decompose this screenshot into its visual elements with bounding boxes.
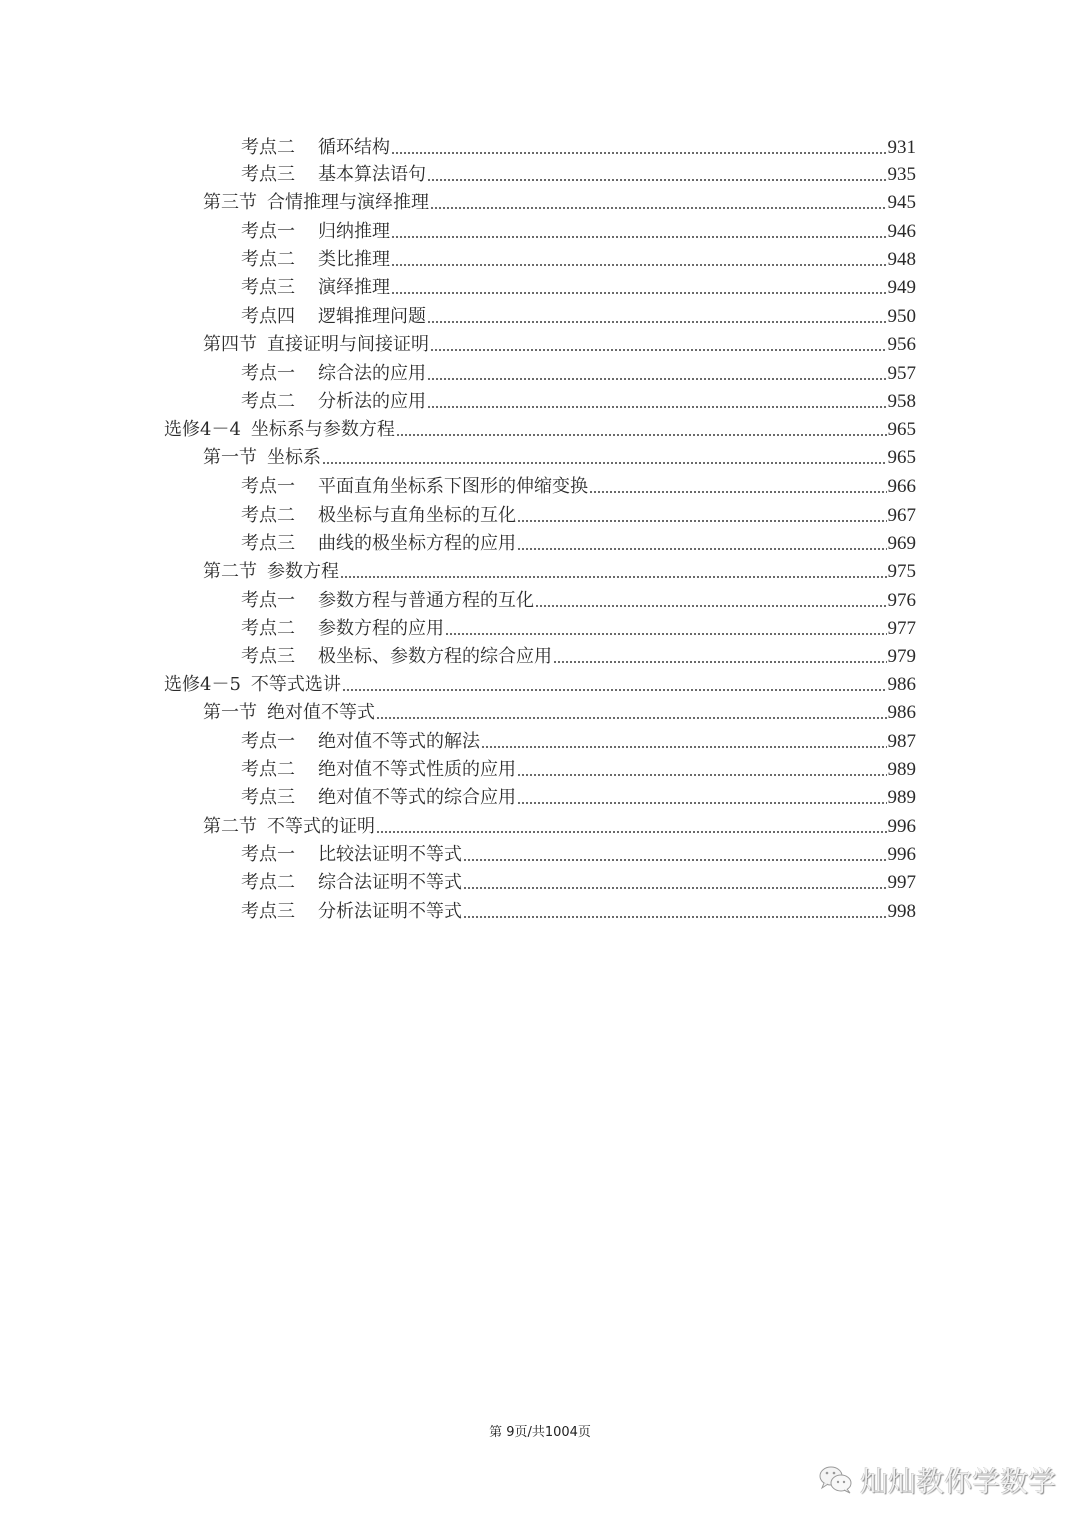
dot-leader [463,916,887,918]
watermark [818,1460,1056,1500]
toc-entry[interactable] [241,499,916,527]
toc-entry-page-number: 989 [887,787,916,808]
toc-entry[interactable] [241,725,916,753]
toc-entry-page-number: 997 [887,872,916,893]
toc-entry[interactable] [241,215,916,243]
toc-entry-prefix: 考点二 [241,872,295,893]
toc-entry-page-number: 986 [887,702,916,723]
toc-entry[interactable] [241,527,916,555]
toc-entry-title: 直接证明与间接证明 [267,334,429,355]
dot-leader [391,236,887,238]
toc-entry-title: 绝对值不等式性质的应用 [318,759,516,780]
toc-entry-label [241,277,390,299]
dot-leader [391,152,887,154]
toc-entry-label [241,363,426,385]
toc-entry-title: 逻辑推理问题 [318,306,426,327]
toc-entry-page-number: 996 [887,844,916,865]
toc-entry-title: 坐标系与参数方程 [250,419,395,440]
toc-entry[interactable] [241,612,916,640]
toc-entry-title: 参数方程与普通方程的互化 [318,590,534,611]
toc-entry[interactable] [241,470,916,498]
dot-leader [340,576,887,578]
toc-entry-label [164,419,395,441]
dot-leader [535,605,887,607]
toc-entry-prefix: 考点三 [241,533,295,554]
dot-leader [342,689,887,691]
dot-leader [517,520,887,522]
toc-entry-prefix: 选修4－5 [164,674,241,695]
toc-entry-page-number: 945 [887,192,916,213]
toc-entry-label [241,901,462,923]
toc-entry-label [241,533,516,555]
toc-entry-title: 合情推理与演绎推理 [267,192,429,213]
toc-entry-label [203,702,375,724]
toc-entry[interactable] [241,271,916,299]
dot-leader [376,831,887,833]
toc-entry-prefix: 考点一 [241,731,295,752]
dot-leader [589,491,887,493]
toc-entry-label [241,249,390,271]
toc-entry-label [241,137,390,159]
toc-entry-title: 平面直角坐标系下图形的伸缩变换 [318,476,588,497]
toc-entry[interactable] [241,640,916,668]
toc-entry-prefix: 考点三 [241,277,295,298]
toc-entry-page-number: 957 [887,363,916,384]
wechat-icon [818,1465,854,1495]
toc-entry[interactable] [241,781,916,809]
toc-entry-prefix: 考点一 [241,590,295,611]
toc-entry-page-number: 956 [887,334,916,355]
dot-leader [517,802,887,804]
toc-entry-page-number: 989 [887,759,916,780]
toc-entry-page-number: 935 [887,164,916,185]
dot-leader [391,264,887,266]
dot-leader [481,746,887,748]
toc-entry-label [203,561,339,583]
toc-entry-title: 极坐标、参数方程的综合应用 [318,646,552,667]
toc-entry-page-number: 949 [887,277,916,298]
toc-entry-title: 基本算法语句 [318,164,426,185]
toc-entry-title: 分析法的应用 [318,391,426,412]
toc-entry-page-number: 965 [887,419,916,440]
toc-entry-title: 演绎推理 [318,277,390,298]
toc-entry-prefix: 考点三 [241,901,295,922]
toc-entry-label [241,787,516,809]
toc-entry[interactable] [241,131,916,159]
toc-entry-page-number: 979 [887,646,916,667]
toc-entry-label [241,844,462,866]
toc-entry-title: 参数方程的应用 [318,618,444,639]
dot-leader [391,292,887,294]
toc-entry-title: 分析法证明不等式 [318,901,462,922]
toc-entry-label [241,618,444,640]
toc-entry-label [203,192,429,214]
toc-entry[interactable] [164,668,916,696]
toc-entry-prefix: 第二节 [203,816,257,837]
dot-leader [517,774,887,776]
toc-entry[interactable] [203,696,916,724]
toc-entry-page-number: 996 [887,816,916,837]
toc-entry-title: 曲线的极坐标方程的应用 [318,533,516,554]
toc-entry-page-number: 987 [887,731,916,752]
toc-entry[interactable] [241,838,916,866]
dot-leader [517,548,887,550]
toc-entry[interactable] [241,385,916,413]
toc-entry[interactable] [241,753,916,781]
dot-leader [427,179,887,181]
toc-entry-page-number: 998 [887,901,916,922]
toc-entry-title: 归纳推理 [318,221,390,242]
toc-entry-title: 不等式选讲 [250,674,341,695]
toc-entry-prefix: 考点二 [241,391,295,412]
toc-entry-page-number: 931 [887,137,916,158]
toc-entry-page-number: 966 [887,476,916,497]
page-indicator: 第 9页/共1004页 [489,1425,591,1440]
toc-entry[interactable] [241,243,916,271]
toc-entry-prefix: 第三节 [203,192,257,213]
toc-entry-title: 坐标系 [267,447,321,468]
toc-entry-label [203,816,375,838]
toc-entry[interactable] [241,158,916,186]
toc-entry-label [241,306,426,328]
toc-entry[interactable] [203,328,916,356]
toc-entry-prefix: 第四节 [203,334,257,355]
toc-entry-page-number: 958 [887,391,916,412]
toc-entry-label [241,221,390,243]
toc-entry-title: 综合法证明不等式 [318,872,462,893]
dot-leader [427,406,887,408]
dot-leader [430,349,887,351]
toc-entry[interactable] [203,555,916,583]
toc-entry-label [241,872,462,894]
toc-entry-prefix: 考点三 [241,787,295,808]
watermark-text: 灿灿教你学数学 [860,1465,1057,1498]
dot-leader [427,378,887,380]
toc-entry-title: 循环结构 [318,137,390,158]
dot-leader [445,633,887,635]
toc-entry-page-number: 965 [887,447,916,468]
toc-entry-label [164,674,341,696]
toc-entry-page-number: 948 [887,249,916,270]
dot-leader [396,434,887,436]
toc-entry[interactable] [241,866,916,894]
toc-entry-page-number: 977 [887,618,916,639]
toc-entry-title: 参数方程 [267,561,339,582]
toc-entry-label [241,731,480,753]
toc-entry[interactable] [203,441,916,469]
dot-leader [430,207,887,209]
toc-entry-prefix: 考点四 [241,306,295,327]
toc-entry-page-number: 969 [887,533,916,554]
toc-entry-title: 绝对值不等式的综合应用 [318,787,516,808]
dot-leader [322,462,887,464]
dot-leader [463,887,887,889]
toc-entry-title: 绝对值不等式的解法 [318,731,480,752]
toc-entry-label [241,476,588,498]
toc-entry-page-number: 946 [887,221,916,242]
toc-entry-title: 类比推理 [318,249,390,270]
dot-leader [463,859,887,861]
dot-leader [427,321,887,323]
toc-entry-page-number: 950 [887,306,916,327]
toc-entry-label [241,505,516,527]
toc-entry-page-number: 986 [887,674,916,695]
toc-entry-prefix: 第一节 [203,447,257,468]
toc-entry-title: 比较法证明不等式 [318,844,462,865]
toc-entry-label [241,646,552,668]
toc-entry-prefix: 考点一 [241,221,295,242]
toc-entry-prefix: 考点一 [241,844,295,865]
toc-entry-label [241,164,426,186]
toc-entry-page-number: 975 [887,561,916,582]
toc-entry-prefix: 考点二 [241,505,295,526]
toc-entry-prefix: 考点一 [241,363,295,384]
toc-entry-label [203,447,321,469]
toc-entry-prefix: 考点二 [241,249,295,270]
toc-entry[interactable] [241,895,916,923]
toc-entry-label [241,391,426,413]
toc-entry[interactable] [241,300,916,328]
toc-entry-prefix: 第一节 [203,702,257,723]
dot-leader [553,661,887,663]
toc-entry-title: 绝对值不等式 [267,702,375,723]
toc-entry-title: 不等式的证明 [267,816,375,837]
toc-entry[interactable] [203,186,916,214]
dot-leader [376,717,887,719]
toc-entry-prefix: 第二节 [203,561,257,582]
toc-entry[interactable] [241,584,916,612]
toc-entry-title: 综合法的应用 [318,363,426,384]
toc-entry-prefix: 考点二 [241,137,295,158]
toc-entry-prefix: 选修4－4 [164,419,241,440]
toc-entry-prefix: 考点一 [241,476,295,497]
toc-entry[interactable] [164,413,916,441]
toc-entry-label [241,590,534,612]
toc-entry-label [241,759,516,781]
toc-entry-prefix: 考点二 [241,618,295,639]
toc-entry-prefix: 考点三 [241,646,295,667]
toc-entry-prefix: 考点二 [241,759,295,780]
toc-entry-label [203,334,429,356]
toc-entry-prefix: 考点三 [241,164,295,185]
toc-entry-title: 极坐标与直角坐标的互化 [318,505,516,526]
toc-entry[interactable] [203,810,916,838]
toc-entry[interactable] [241,357,916,385]
toc-entry-page-number: 967 [887,505,916,526]
toc-entry-page-number: 976 [887,590,916,611]
